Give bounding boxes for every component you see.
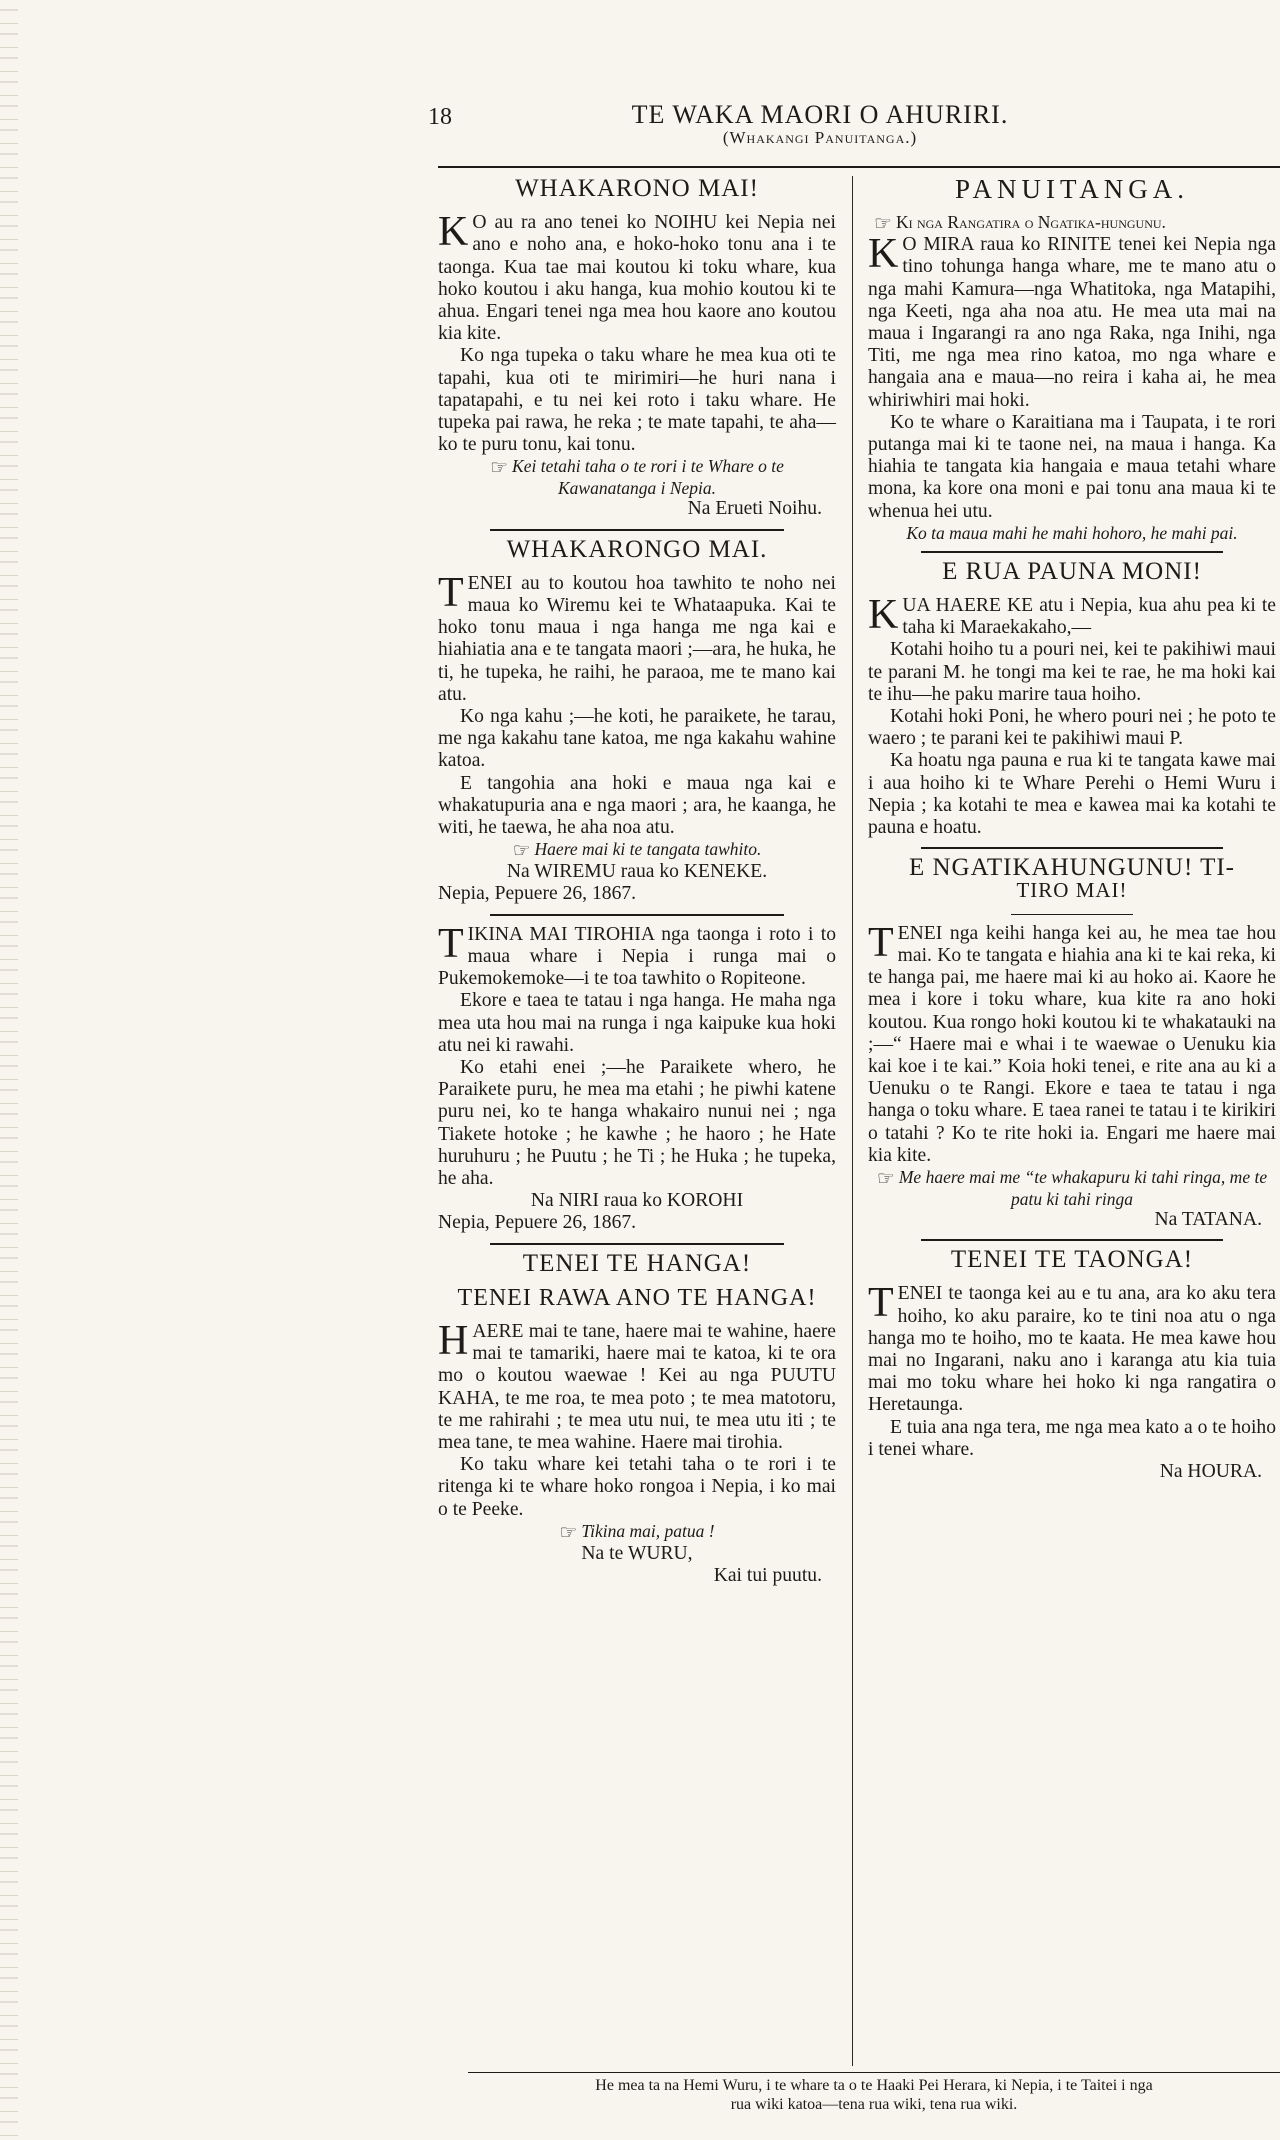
header-rule <box>438 166 1280 168</box>
section-divider <box>490 914 785 916</box>
drop-cap: H <box>438 1317 469 1364</box>
pointing-hand-icon: ☞ <box>512 840 531 863</box>
page-number: 18 <box>428 104 452 130</box>
section-divider <box>921 551 1223 553</box>
dateline: Nepia, Pepuere 26, 1867. <box>438 883 637 905</box>
section-divider <box>921 847 1223 849</box>
signature: Na NIRI raua ko KOROHI <box>530 1190 744 1212</box>
drop-cap: K <box>868 592 899 639</box>
section-divider <box>490 529 785 531</box>
article-paragraph: HAERE mai te tane, haere mai te wahine, haere mai te tamariki, haere mai te katoa, ki te ora mo o koutou waewae ! Kei au nga PUUTU KAHA, te me roa, te mea poto ; te mea matotoru, te me rahirahi ; te mea utu nui, te mea utu iti ; te mea tane, te mea wahine. Haere mai tirohia. <box>438 1317 836 1453</box>
advert-note: ☞ Tikina mai, patua ! <box>559 1520 715 1544</box>
signature: Na TATANA. <box>1154 1208 1262 1230</box>
section-title-continued: TIRO MAI! <box>1016 878 1128 903</box>
article-paragraph: Ko taku whare kei tetahi taha o te rori i te ritenga ki te whare hoko rongoa i Nepia, i ko mai o te Peeke. <box>438 1454 836 1520</box>
footer-rule <box>468 2072 1280 2073</box>
advert-note: ☞ Me haere mai me “te whakapuru ki tahi ringa, me te patu ki tahi ringa <box>876 1166 1268 1209</box>
article-paragraph: Kotahi hoki Poni, he whero pouri nei ; he poto te waero ; te parani kei te pakihiwi maui P. <box>868 706 1276 750</box>
section-divider <box>921 1239 1223 1241</box>
advert-note: ☞ Haere mai ki te tangata tawhito. <box>512 839 762 863</box>
article-paragraph: Ko nga tupeka o taku whare he mea kua oti te tapahi, kua oti te mirimiri—he huri nana i tapatapahi, e tu nei kei roto i taku whare. He tupeka pai rawa, he reka ; te mate tapahi, te aha—ko te puru tonu, kai tonu. <box>438 345 836 456</box>
drop-cap: T <box>438 569 464 616</box>
pointing-hand-icon: ☞ <box>874 213 892 236</box>
section-title: E RUA PAUNA MONI! <box>942 557 1202 585</box>
article-paragraph: Ekore e taea te tatau i nga hanga. He maha nga mea uta hou mai na runga i nga kaipuke kua hoki atu nei ki rawahi. <box>438 990 836 1056</box>
article-paragraph: TIKINA MAI TIROHIA nga taonga i roto i to maua whare i Nepia i runga mai o Pukemokemoke—i te toa tawhito o Ropiteone. <box>438 920 836 990</box>
article-paragraph: Ko etahi enei ;—he Paraikete whero, he Paraikete puru, he mea ma etahi ; he piwhi katene puru nei, ko te hanga whakairo nunui nei ; nga Tiakete hotoke ; he kawhe ; he haoro ; he Hate huruhuru ; he Puutu ; he Ti ; he Huka ; he tupeka, he aha. <box>438 1056 836 1189</box>
pointing-hand-icon: ☞ <box>490 457 509 480</box>
advert-note: ☞ Kei tetahi taha o te rori i te Whare o te Kawanatanga i Nepia. <box>490 456 784 499</box>
masthead-subtitle: (Whakangi Panuitanga.) <box>722 128 918 147</box>
article-paragraph: Ka hoatu nga pauna e rua ki te tangata kawe mai i aua hoiho ki te Whare Perehi o Hemi Wuru i Nepia ; ka kotahi te mea e kawea mai ka kotahi te pauna e hoatu. <box>868 750 1276 839</box>
advert-lead: ☞ Ki nga Rangatira o Ngatika-hungunu. <box>874 212 1166 236</box>
article-paragraph: Ko te whare o Karaitiana ma i Taupata, i te rori putanga mai ki te taone nei, na maua i hanga. Ka hiahia te tangata kia hangaia e maua tetahi whare mona, ka kore ona moni e pai tonu ana maua ki te whenua hei utu. <box>868 411 1276 522</box>
signature: Na Erueti Noihu. <box>687 498 822 520</box>
section-title: TENEI TE HANGA! <box>522 1249 752 1277</box>
article-paragraph: E tuia ana nga tera, me nga mea kato a o te hoiho i tenei whare. <box>868 1416 1276 1460</box>
section-divider <box>490 1243 785 1245</box>
drop-cap: K <box>868 231 899 278</box>
article-paragraph: Kotahi hoiho tu a pouri nei, kei te pakihiwi maui te parani M. he tongi ma kei te rae, he ma hoki kai te ihu—he paku marire taua hoiho. <box>868 639 1276 705</box>
section-title: E NGATIKAHUNGUNU! TI- <box>908 854 1236 882</box>
imprint-line: He mea ta na Hemi Wuru, i te whare ta o te Haaki Pei Herara, ki Nepia, i te Taitei i nga <box>595 2077 1153 2094</box>
imprint-line: rua wiki katoa—tena rua wiki, tena rua wiki. <box>730 2096 1018 2113</box>
signature: Na HOURA. <box>1159 1460 1262 1482</box>
article-paragraph: TENEI nga keihi hanga kei au, he mea tae hou mai. Ko te tangata e hiahia ana ki te kai reka, ki te hanga pai, me haere mai ki au hoko ai. Kaore he mea i kore i toku whare, kua kite ra ano hoki koutou. Kua rongo hoki koutou ki te whakatauki na ;—“ Haere mai e whai i te waewae o Uenuku kia kai koe i te kai.” Koia hoki tenei, e rite ana au ki a Uenuku o te Rangi. Ekore e taea te tatau i nga hanga o toku whare. E taea ranei te tatau i te kirikiri o tatahi ? Ko te rite hoki ia. Engari me haere mai kia kite. <box>868 919 1276 1166</box>
pointing-hand-icon: ☞ <box>876 1167 895 1190</box>
column-divider <box>852 176 853 2066</box>
right-column <box>868 170 1276 1483</box>
signature: Na WIREMU raua ko KENEKE. <box>506 861 768 883</box>
section-divider <box>1011 914 1133 915</box>
section-title: PANUITANGA. <box>954 174 1190 204</box>
signature-title: Kai tui puutu. <box>713 1564 822 1586</box>
article-paragraph: E tangohia ana hoki e maua nga kai e whakatupuria ana e nga maori ; ara, he kaanga, he witi, he taewa, he aha noa atu. <box>438 772 836 839</box>
advert-note: Ko ta maua mahi he mahi hohoro, he mahi pai. <box>906 522 1238 543</box>
drop-cap: T <box>868 1280 894 1327</box>
article-paragraph: Ko nga kahu ;—he koti, he paraikete, he tarau, me nga kakahu tane katoa, me nga kakahu wahine katoa. <box>438 706 836 772</box>
article-paragraph: TENEI au to koutou hoa tawhito te noho nei maua ko Wiremu kei te Whataapuka. Kai te hoko tonu maua i nga hanga me nga kai e hiahiatia ana e te tangata maori ;—ara, he huka, he ti, he tupeka, he raihi, he paraoa, me te mano kai atu. <box>438 569 836 705</box>
section-title: WHAKARONGO MAI. <box>506 535 768 563</box>
article-paragraph: TENEI te taonga kei au e tu ana, ara ko aku tera hoiho, ko aku paraire, ko te tini noa atu o nga hanga mo te hoiho, mo te kaata. He mea kawe hou mai no Ingarani, naku ano i karanga atu kia tuia mai mo toku whare hei hoko ki nga rangatira o Heretaunga. <box>868 1280 1276 1416</box>
left-column <box>438 170 836 1587</box>
signature: Na te WURU, <box>581 1542 693 1564</box>
imprint-footer <box>468 2076 1280 2114</box>
section-subtitle: TENEI RAWA ANO TE HANGA! <box>457 1284 817 1311</box>
article-paragraph: K O MIRA raua ko RINITE tenei kei Nepia nga tino tohunga hanga whare, me te mano atu o nga mahi Kamura—nga Whatitoka, nga Matapihi, nga Keeti, nga aha noa atu. He mea uta mai na maua i Ingarangi ra ano nga Raka, nga Inihi, nga Titi, me nga mea rino katoa, mo nga whare e hangaia ana e maua—no reira i kaha ai, he mea whiriwhiri mai hoki. <box>868 231 1276 411</box>
dateline: Nepia, Pepuere 26, 1867. <box>438 1212 637 1234</box>
masthead-title: TE WAKA MAORI O AHURIRI. <box>631 100 1009 129</box>
pointing-hand-icon: ☞ <box>559 1521 578 1544</box>
drop-cap: T <box>868 919 894 966</box>
section-title: WHAKARONO MAI! <box>515 175 759 202</box>
article-paragraph: KUA HAERE KE atu i Nepia, kua ahu pea ki te taha ki Maraekakaho,— <box>868 592 1276 639</box>
scanned-page-edge <box>0 0 18 2140</box>
drop-cap: K <box>438 209 469 256</box>
section-title: TENEI TE TAONGA! <box>950 1246 1194 1274</box>
article-paragraph: K O au ra ano tenei ko NOIHU kei Nepia nei ano e noho ana, e hoko-hoko tonu ana i te taonga. Kua tae mai koutou ki toku whare, kua hoko koutou i aku hanga, kua mohio koutou ki te ahua. Engari tenei nga mea hou kaore ano koutou kia kite. <box>438 209 836 345</box>
drop-cap: T <box>438 920 464 967</box>
